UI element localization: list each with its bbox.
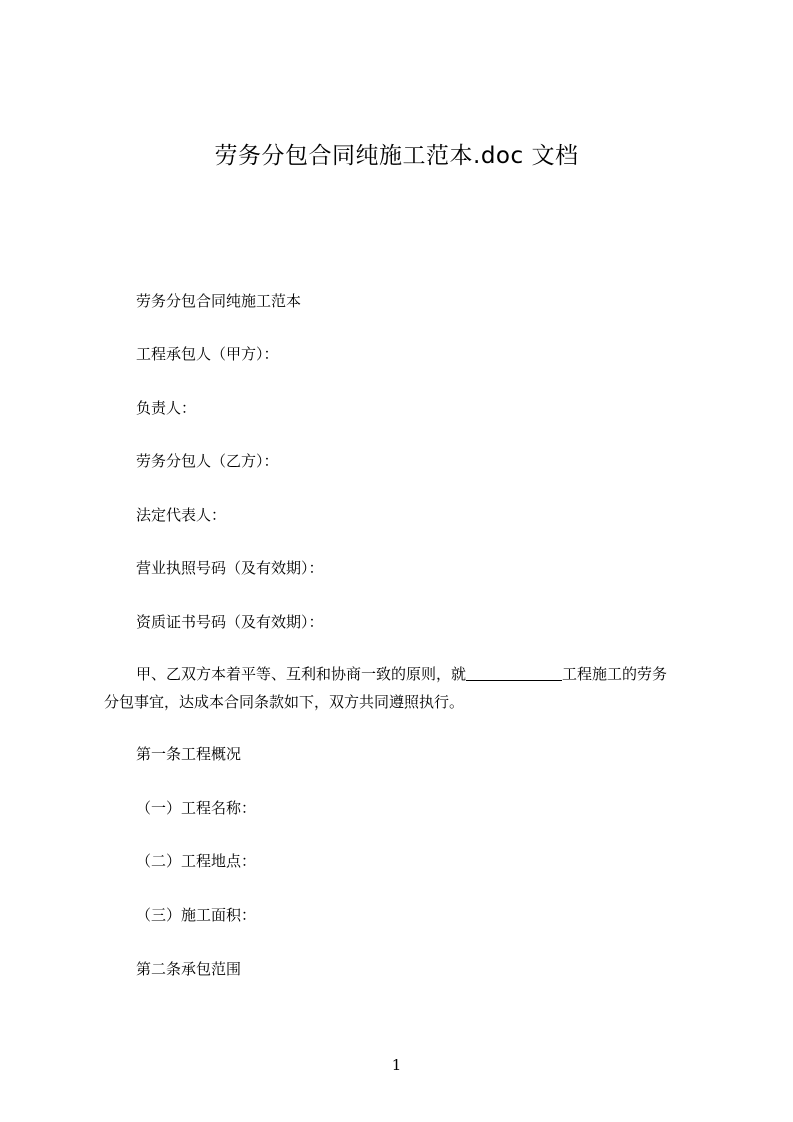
intro-line-2: 分包事宜，达成本合同条款如下，双方共同遵照执行。 [104, 693, 465, 711]
intro-paragraph [104, 660, 704, 716]
document-title: 劳务分包合同纯施工范本.doc 文档 [214, 143, 579, 169]
article-2-title: 第二条承包范围 [136, 960, 242, 978]
field-party-b: 劳务分包人（乙方）： [136, 452, 279, 470]
article-1-title: 第一条工程概况 [136, 745, 242, 763]
field-party-a: 工程承包人（甲方）： [136, 345, 279, 363]
intro-line-1 [104, 660, 704, 688]
intro-text-1: 甲、乙双方本着平等、互利和协商一致的原则，就 [136, 665, 467, 683]
article-1-item-construction-area: （三）施工面积： [136, 906, 257, 924]
article-1-item-project-name: （一）工程名称： [136, 799, 257, 817]
page-number: 1 [391, 1056, 402, 1074]
field-qualification-certificate: 资质证书号码（及有效期）： [136, 613, 324, 631]
contract-heading: 劳务分包合同纯施工范本 [136, 292, 302, 310]
project-name-blank [466, 665, 562, 681]
field-person-in-charge: 负责人： [136, 399, 197, 417]
intro-text-2: 工程施工的劳务 [562, 665, 668, 683]
field-legal-representative: 法定代表人： [136, 506, 227, 524]
field-business-license: 营业执照号码（及有效期）： [136, 559, 324, 577]
article-1-item-project-location: （二）工程地点： [136, 852, 257, 870]
